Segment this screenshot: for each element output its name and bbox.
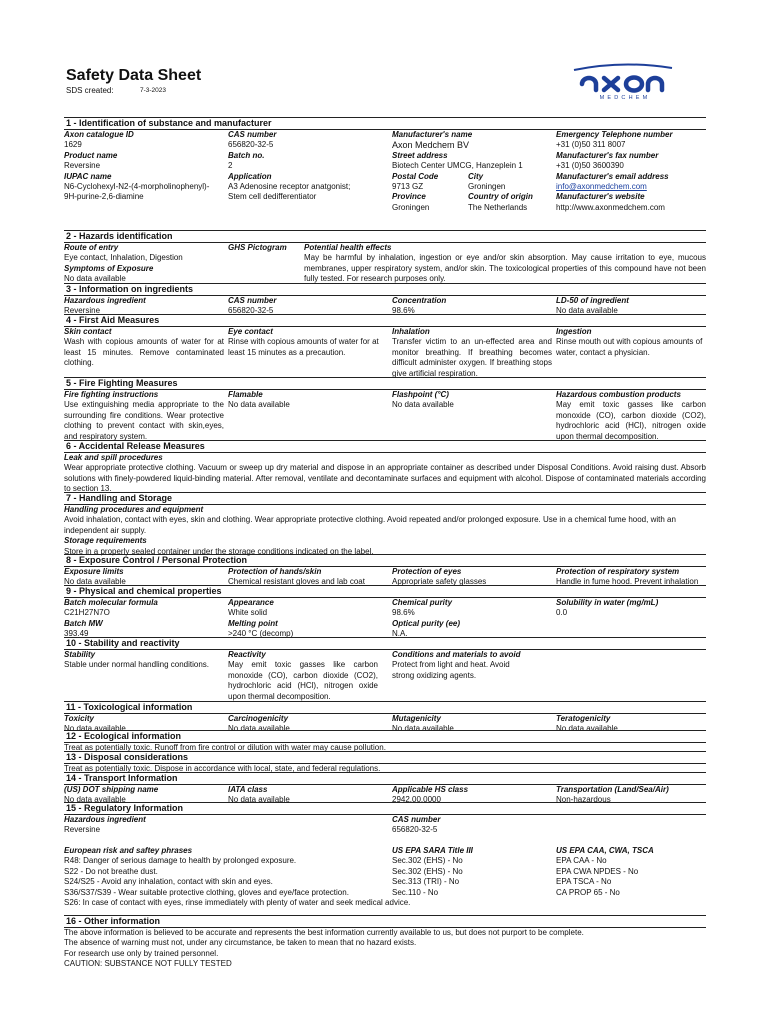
website-link[interactable]: http://www.axonmedchem.com <box>556 202 665 212</box>
ld50: No data available <box>556 306 618 316</box>
risk-phrase: S36/S37/S39 - Wear suitable protective clothing, gloves and eye/face protection. <box>64 887 349 897</box>
section-title: 3 - Information on ingredients <box>64 283 706 296</box>
label: Storage requirements <box>64 536 147 546</box>
label: Concentration <box>392 296 447 305</box>
fire-instructions: Use extinguishing media appropriate to the surrounding fire conditions. Wear protective clothing to prevent contact with skin,eyes, and respiratory system. <box>64 400 224 441</box>
section-title: 15 - Regulatory Information <box>64 802 706 815</box>
sara-item: Sec.302 (EHS) - No <box>392 866 463 876</box>
hs-class: 2942.00.0000 <box>392 795 441 805</box>
label: Solubility in water (mg/mL) <box>556 598 659 607</box>
label: Leak and spill procedures <box>64 453 163 462</box>
label: Mutagenicity <box>392 714 441 723</box>
label: Manufacturer's name <box>392 130 473 139</box>
molecular-formula: C21H27N7O <box>64 608 110 618</box>
label: CAS number <box>392 815 441 824</box>
section-exposure-control <box>64 554 706 588</box>
ecological-info: Treat as potentially toxic. Runoff from fire control or dilution with water may cause pollution. <box>64 743 386 752</box>
label: Route of entry <box>64 243 119 252</box>
other-info-line: The absence of warning must not, under any circumstance, be taken to mean that no hazard exists. <box>64 938 417 948</box>
eye-contact: Rinse with copious amounts of water for at least 15 minutes as a precaution. <box>228 337 379 357</box>
cas-number: 656820-32-5 <box>228 306 274 316</box>
risk-phrase: S24/S25 - Avoid any inhalation, contact with skin and eyes. <box>64 877 273 887</box>
conditions-to-avoid: Protect from light and heat. Avoid strong oxidizing agents. <box>392 660 510 680</box>
label: (US) DOT shipping name <box>64 785 159 794</box>
section-ingredients <box>64 283 706 317</box>
ingredient: Reversine <box>64 825 101 835</box>
symptoms: No data available <box>64 274 126 284</box>
emergency-phone: +31 (0)50 311 8007 <box>556 140 626 150</box>
concentration: 98.6% <box>392 306 415 316</box>
spill-procedures: Wear appropriate protective clothing. Vacuum or sweep up dry material and dispose in an appropriate container as described under Disposal Conditions. Avoid raising dust. Absorb solutions with finely-powdered liquid-binding material. After removal, ventilate and decontaminate surfaces and equipment with alcohol. Dispose of contaminated materials according to section 13. <box>64 463 706 494</box>
flashpoint: No data available <box>392 400 454 410</box>
label: Street address <box>392 150 448 160</box>
logo-subtext: MEDCHEM <box>599 95 651 100</box>
label: Province <box>392 192 426 202</box>
label: Toxicity <box>64 714 94 723</box>
section-handling-storage <box>64 492 706 557</box>
section-title: 6 - Accidental Release Measures <box>64 440 706 453</box>
sara-item: Sec.302 (EHS) - No <box>392 856 463 866</box>
handling: Avoid inhalation, contact with eyes, skin and clothing. Wear appropriate protective clothing. Avoid repeated and/or prolonged exposure. Use in a chemical fume hood, with an independent air supply. <box>64 515 676 535</box>
sara-item: Sec.110 - No <box>392 887 439 897</box>
carcinogenicity: No data available <box>228 724 290 734</box>
label: Exposure limits <box>64 567 124 576</box>
label: Stability <box>64 650 96 659</box>
epa-item: CA PROP 65 - No <box>556 887 620 897</box>
label: Protection of hands/skin <box>228 567 322 576</box>
respiratory-protection: Handle in fume hood. Prevent inhalation <box>556 577 699 587</box>
section-physical-properties <box>64 585 706 640</box>
dot-shipping-name: No data available <box>64 795 126 805</box>
label: European risk and saftey phrases <box>64 846 193 855</box>
label: Manufacturer's email address <box>556 171 669 181</box>
label: Batch MW <box>64 618 103 628</box>
iupac-name: N6-Cyclohexyl-N2-(4-morpholinophenyl)- <box>64 182 210 192</box>
label: Symptoms of Exposure <box>64 263 154 273</box>
flamable: No data available <box>228 400 290 410</box>
label: Hazardous combustion products <box>556 390 681 399</box>
combustion-products: May emit toxic gasses like carbon monoxide (CO), carbon dioxide (CO2), hydrochloric acid (HCl), nitrogen oxide upon thermal decomposition. <box>556 400 706 441</box>
province: Groningen <box>392 202 430 212</box>
label: Carcinogenicity <box>228 714 289 723</box>
section-title: 11 - Toxicological information <box>64 701 706 714</box>
health-effects: May be harmful by inhalation, ingestion or eye and/or skin absorption. May cause irritation to eye, mucous membranes, upper respiratory system, and/or skin. The toxicological properties of this compound have not been fully tested. For research purposes only. <box>304 253 706 284</box>
label: Axon catalogue ID <box>64 130 134 139</box>
label: Teratogenicity <box>556 714 611 723</box>
label: Country of origin <box>468 192 533 202</box>
section-identification <box>64 117 706 225</box>
epa-item: EPA CWA NPDES - No <box>556 866 639 876</box>
street-address: Biotech Center UMCG, Hanzeplein 1 <box>392 161 523 171</box>
eye-protection: Appropriate safety glasses <box>392 577 487 587</box>
axon-medchem-logo <box>572 60 678 100</box>
molecular-weight: 393.49 <box>64 629 89 639</box>
section-title: 14 - Transport Information <box>64 772 706 785</box>
label: Reactivity <box>228 650 266 659</box>
label: Postal Code <box>392 171 439 181</box>
sds-created-label: SDS created: <box>66 86 114 95</box>
section-title: 7 - Handling and Storage <box>64 492 706 505</box>
label: Applicable HS class <box>392 785 469 794</box>
postal-code: 9713 GZ <box>392 182 424 192</box>
label: Application <box>228 171 272 181</box>
other-info-line: For research use only by trained personnel. <box>64 948 219 958</box>
manufacturer-name: Axon Medchem BV <box>392 140 470 151</box>
label: Skin contact <box>64 327 112 336</box>
other-info-line: CAUTION: SUBSTANCE NOT FULLY TESTED <box>64 959 232 969</box>
iupac-name: 9H-purine-2,6-diamine <box>64 192 144 202</box>
section-title: 13 - Disposal considerations <box>64 751 706 764</box>
solubility: 0.0 <box>556 608 568 618</box>
section-title: 8 - Exposure Control / Personal Protection <box>64 554 706 567</box>
label: US EPA CAA, CWA, TSCA <box>556 846 654 855</box>
label: Melting point <box>228 618 278 628</box>
fax-number: +31 (0)50 3600390 <box>556 161 624 171</box>
label: US EPA SARA Title III <box>392 846 473 855</box>
label: Transportation (Land/Sea/Air) <box>556 785 669 794</box>
label: Ingestion <box>556 327 592 336</box>
optical-purity: N.A. <box>392 629 408 639</box>
batch-number: 2 <box>228 161 233 171</box>
label: Handling procedures and equipment <box>64 505 204 514</box>
label: Flamable <box>228 390 263 399</box>
stability: Stable under normal handling conditions. <box>64 660 209 670</box>
section-fire-fighting <box>64 377 706 442</box>
label: Eye contact <box>228 327 273 336</box>
label: CAS number <box>228 296 277 305</box>
city: Groningen <box>468 182 506 192</box>
epa-item: EPA TSCA - No <box>556 877 612 887</box>
section-title: 16 - Other information <box>64 915 706 928</box>
product-name: Reversine <box>64 161 101 171</box>
ingredient: Reversine <box>64 306 101 316</box>
melting-point: >240 °C (decomp) <box>228 629 294 639</box>
label: Potential health effects <box>304 243 392 252</box>
other-info-line: The above information is believed to be accurate and represents the best information currently available to us, but does not purport to be complete. <box>64 928 584 937</box>
label: Appearance <box>228 598 274 607</box>
label: Protection of eyes <box>392 567 462 576</box>
inhalation: Transfer victim to an un-effected area and monitor breathing. If breathing becomes difficult administer oxygen. If breathing stops give artificial respiration. <box>392 337 552 378</box>
sds-created-date: 7-3-2023 <box>140 87 167 94</box>
label: Optical purity (ee) <box>392 618 461 628</box>
label: IATA class <box>228 785 268 794</box>
section-first-aid <box>64 314 706 379</box>
label: LD-50 of ingredient <box>556 296 629 305</box>
section-title: 5 - Fire Fighting Measures <box>64 377 706 390</box>
label: CAS number <box>228 130 277 139</box>
section-title: 4 - First Aid Measures <box>64 314 706 327</box>
toxicity: No data available <box>64 724 126 734</box>
label: GHS Pictogram <box>228 243 287 252</box>
label: Batch no. <box>228 150 265 160</box>
sara-item: Sec.313 (TRI) - No <box>392 877 460 887</box>
hand-protection: Chemical resistant gloves and lab coat <box>228 577 365 587</box>
label: Protection of respiratory system <box>556 567 680 576</box>
appearance: White solid <box>228 608 268 618</box>
label: IUPAC name <box>64 171 112 181</box>
section-hazards <box>64 230 706 285</box>
label: Conditions and materials to avoid <box>392 650 521 659</box>
section-title: 2 - Hazards identification <box>64 230 706 243</box>
teratogenicity: No data available <box>556 724 618 734</box>
mutagenicity: No data available <box>392 724 454 734</box>
exposure-limits: No data available <box>64 577 126 587</box>
section-title: 12 - Ecological information <box>64 730 706 743</box>
disposal-info: Treat as potentially toxic. Dispose in accordance with local, state, and federal regulations. <box>64 764 381 773</box>
epa-item: EPA CAA - No <box>556 856 607 866</box>
label: Hazardous ingredient <box>64 815 146 824</box>
section-disposal <box>64 751 706 774</box>
cas-number: 656820-32-5 <box>392 825 438 835</box>
page-title: Safety Data Sheet <box>66 67 202 84</box>
label: Fire fighting instructions <box>64 390 159 399</box>
label: Emergency Telephone number <box>556 130 673 139</box>
application: Stem cell dedifferentiator <box>228 192 317 202</box>
application: A3 Adenosine receptor anatgonist; <box>228 182 351 192</box>
risk-phrase: S26: In case of contact with eyes, rinse immediately with plenty of water and seek medical advice. <box>64 898 411 908</box>
section-ecological <box>64 730 706 753</box>
label: Flashpoint (°C) <box>392 390 449 399</box>
country: The Netherlands <box>468 202 528 212</box>
label: Hazardous ingredient <box>64 296 146 305</box>
transportation: Non-hazardous <box>556 795 611 805</box>
section-regulatory <box>64 802 706 908</box>
route-of-entry: Eye contact, Inhalation, Digestion <box>64 253 183 263</box>
label: Batch molecular formula <box>64 598 158 607</box>
catalogue-id: 1629 <box>64 140 82 150</box>
chemical-purity: 98.6% <box>392 608 415 618</box>
label: Product name <box>64 150 118 160</box>
ingestion: Rinse mouth out with copious amounts of water, contact a physician. <box>556 337 703 357</box>
section-title: 9 - Physical and chemical properties <box>64 585 706 598</box>
label: City <box>468 171 484 181</box>
section-other-info <box>64 915 706 970</box>
storage: Store in a properly sealed container under the storage conditions indicated on the label. <box>64 546 374 556</box>
skin-contact: Wash with copious amounts of water for at least 15 minutes. Remove contaminated clothing. <box>64 337 224 368</box>
risk-phrase: S22 - Do not breathe dust. <box>64 866 158 876</box>
cas-number: 656820-32-5 <box>228 140 274 150</box>
section-title: 10 - Stability and reactivity <box>64 637 706 650</box>
email-link[interactable]: info@axonmedchem.com <box>556 182 647 192</box>
iata-class: No data available <box>228 795 290 805</box>
label: Manufacturer's website <box>556 192 645 202</box>
label: Chemical purity <box>392 598 453 607</box>
risk-phrase: R48: Danger of serious damage to health by prolonged exposure. <box>64 856 297 866</box>
section-transport <box>64 772 706 806</box>
label: Manufacturer's fax number <box>556 150 659 160</box>
label: Inhalation <box>392 327 430 336</box>
section-title: 1 - Identification of substance and manufacturer <box>64 117 706 130</box>
section-accidental-release <box>64 440 706 495</box>
reactivity: May emit toxic gasses like carbon monoxide (CO), carbon dioxide (CO2), hydrochloric acid (HCl), nitrogen oxide upon thermal decomposition. <box>228 660 378 701</box>
